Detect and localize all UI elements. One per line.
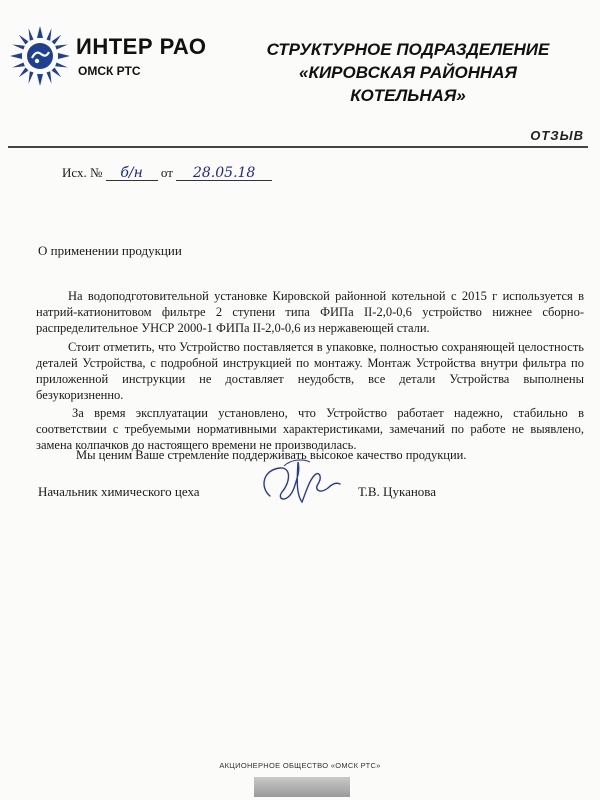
paragraph-text: Мы ценим Ваше стремление поддерживать высокое качество продукции. bbox=[76, 448, 467, 462]
sun-logo-icon bbox=[8, 24, 72, 88]
brand-name: ИНТЕР РАО bbox=[76, 34, 207, 59]
ref-number: б/н bbox=[106, 166, 158, 181]
letter-subject: О применении продукции bbox=[38, 243, 182, 258]
paragraph bbox=[36, 339, 584, 403]
org-line: «КИРОВСКАЯ РАЙОННАЯ bbox=[299, 63, 517, 82]
header-divider bbox=[8, 146, 588, 148]
organization-title bbox=[228, 38, 588, 107]
paragraph bbox=[36, 288, 584, 336]
signer-position: Начальник химического цеха bbox=[38, 484, 200, 499]
ref-prefix: Исх. № bbox=[62, 165, 103, 180]
brand-subtitle: ОМСК РТС bbox=[78, 64, 141, 78]
footer-company: АКЦИОНЕРНОЕ ОБЩЕСТВО «ОМСК РТС» bbox=[219, 761, 381, 770]
org-line: СТРУКТУРНОЕ ПОДРАЗДЕЛЕНИЕ bbox=[266, 40, 550, 59]
signer-name: Т.В. Цуканова bbox=[358, 484, 437, 499]
paragraph-text: Стоит отметить, что Устройство поставляется в упаковке, полностью сохраняющей целостность деталей Устройства, с подробной инструкцией по монтажу. Монтаж Устройства внутри фильтра по приложенной инструкции не доставляет неудобств, все детали Устройства выполнены безукоризненно. bbox=[36, 340, 584, 402]
org-line: КОТЕЛЬНАЯ» bbox=[350, 86, 466, 105]
footer-bar bbox=[254, 777, 350, 797]
paragraph bbox=[36, 405, 584, 453]
paragraph-text: За время эксплуатации установлено, что Устройство работает надежно, стабильно в соответствии с требуемыми нормативными характеристиками, замечаний по работе не выявлено, замена колпачков до настоящего времени не производилась. bbox=[36, 406, 584, 452]
paragraph-text: На водоподготовительной установке Кировской районной котельной с 2015 г используется в натрий-катионитовом фильтре 2 ступени типа ФИПа II-2,0-0,6 устройство нижнее сборно-распределительное УНСР 2000-1 ФИПа II-2,0-0,6 из нержавеющей стали. bbox=[36, 289, 584, 335]
reference-line bbox=[62, 165, 272, 181]
handwritten-signature bbox=[240, 448, 360, 518]
ref-date-prefix: от bbox=[160, 165, 173, 180]
ref-date: 28.05.18 bbox=[176, 166, 272, 181]
document-type: ОТЗЫВ bbox=[530, 128, 584, 143]
